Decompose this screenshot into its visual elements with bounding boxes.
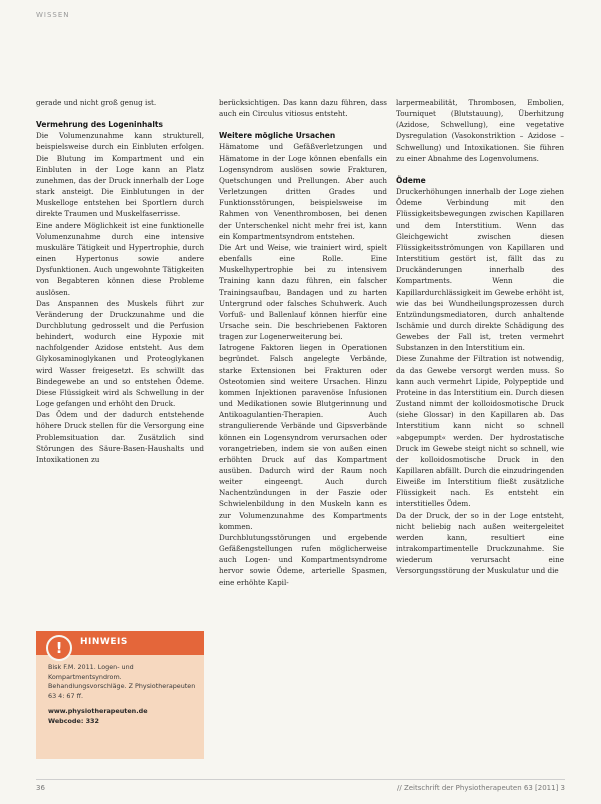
paragraph: Durchblutungsstörungen und ergebende Gefäßengstellungen rufen möglicherweise auch Logen- und Kompartmentsyndrome hervor sowie Ödeme, arterielle Spasmen, eine erhöhte Kapil-: [219, 532, 387, 587]
webcode-text: Webcode: 332: [48, 716, 99, 725]
hinweis-box: [36, 631, 204, 759]
section-heading: Weitere mögliche Ursachen: [219, 131, 336, 141]
paragraph: berücksichtigen. Das kann dazu führen, dass auch ein Circulus vitiosus entsteht.: [219, 98, 387, 119]
paragraph: Da der Druck, der so in der Loge entsteht, nicht beliebig nach außen weitergeleitet werden kann, resultiert eine intrakompartimentelle Druckzunahme. Sie wiederum verursacht eine Versorgungsstörung der Muskulatur und die: [396, 510, 564, 576]
text-column-1: [36, 97, 204, 465]
journal-footer: // Zeitschrift der Physiotherapeuten 63 [2011] 3: [397, 784, 565, 792]
paragraph: Die Volumenzunahme kann strukturell, beispielsweise durch ein Einbluten erfolgen. Die Blutung im Kompartment und ein Einbluten in der Loge kann an Platz zunehmen, das der Druck innerhalb der Loge stark ansteigt. Die Einblutungen in der Muskelloge entstehen bei Sportlern durch direkte Traumen und Muskelfaserrisse.: [36, 131, 204, 219]
hinweis-title: HINWEIS: [80, 637, 128, 647]
website-link[interactable]: www.physiotherapeuten.de: [48, 707, 148, 715]
paragraph: Die Art und Weise, wie trainiert wird, spielt ebenfalls eine Rolle. Eine Muskelhypertrophie bei zu intensivem Training kann dazu führen, ein falscher Trainingsaufbau, Bandagen und zu harten Untergrund oder falsches Schuhwerk. Auch Vorfuß- und Ballenlauf können hierfür eine Ursache sein. Die beschriebenen Faktoren tragen zur Logenerweiterung bei.: [219, 242, 387, 342]
section-heading: Vermehrung des Logeninhalts: [36, 120, 163, 130]
paragraph: Iatrogene Faktoren liegen in Operationen begründet. Falsch angelegte Verbände, starke Extensionen bei Frakturen oder Osteotomien sind weitere Ursachen. Hinzu kommen Injektionen paravenöse Infusionen und Medikationen sowie Blutgerinnung und Antikoagulantien-Therapien. Auch strangulierende Verbände und Gipsverbände können ein Logensyndrom verursachen oder vorangetrieben, indem sie von außen einen erhöhten Druck auf das Kompartment ausüben. Dadurch wird der Raum noch weiter eingeengt. Auch durch Nachentzündungen in der Faszie oder Schwielenbildung in den Muskeln kann es zur Volumenzunahme des Kompartments kommen.: [219, 343, 387, 531]
hinweis-body: [48, 663, 198, 726]
paragraph: Das Ödem und der dadurch entstehende höhere Druck stellen für die Versorgung eine Problemsituation dar. Zusätzlich sind Störungen des Säure-Basen-Haushalts und Intoxikationen zu: [36, 410, 204, 464]
reference-text: Bisk F.M. 2011. Logen- und Kompartmentsyndrom. Behandlungsvorschläge. Z Physiotherapeuten 63 4: 67 ff.: [48, 663, 196, 700]
paragraph: Das Anspannen des Muskels führt zur Veränderung der Druckzunahme und die Durchblutung gedrosselt und die Perfusion behindert, wodurch eine Hypoxie mit nachfolgender Azidose entsteht. Aus dem Glykosaminoglykanen und Proteoglykanen wird Wasser freigesetzt. Es schwillt das Bindegewebe an und so entstehen Ödeme. Diese Flüssigkeit wird als Schwellung in der Loge gefangen und erhöht den Druck.: [36, 298, 204, 409]
paragraph: larpermeabilität, Thrombosen, Embolien, Tourniquet (Blutstauung), Überhitzung (Azidose, Schwellung), eine vegetative Dysregulation (Vasokonstriktion – Azidose – Schwellung) und Intoxikationen. Sie führen zu einer Abnahme des Logenvolumens.: [396, 98, 564, 163]
paragraph: gerade und nicht groß genug ist.: [36, 98, 157, 107]
section-label: WISSEN: [36, 11, 70, 19]
paragraph: Hämatome und Gefäßverletzungen und Hämatome in der Loge können ebenfalls ein Logensyndrom auslösen sowie Frakturen, Quetschungen und Prellungen. Aber auch Verletzungen dritten Grades und Funktionsstörungen, beispielsweise im Rahmen von Venenthrombosen, bei denen der Unterschenkel nicht mehr frei ist, kann ein Kompartmentsyndrom entstehen.: [219, 142, 387, 241]
text-column-3: [396, 97, 564, 577]
paragraph: Eine andere Möglichkeit ist eine funktionelle Volumenzunahme durch eine intensive muskuläre Tätigkeit und Hypertrophie, durch einen Hypertonus sowie andere Dysfunktionen. Auch ungewohnte Tätigkeiten von Begabteren können diese Probleme auslösen.: [36, 220, 204, 297]
paragraph: Druckerhöhungen innerhalb der Loge ziehen Ödeme Verbindung mit den Flüssigkeitsbewegungen zwischen Kapillaren und dem Interstitium. Wenn das Gleichgewicht zwischen diesen Flüssigkeitsströmungen von Kapillaren und Interstitium gestört ist, fällt das zu Druckänderungen innerhalb des Kompartments. Wenn die Kapillardurchlässigkeit im Gewebe erhöht ist, wie das bei Wundheilungsprozessen durch Entzündungsmediatoren, durch anhaltende Ischämie und durch direkte Schädigung des Gewebes der Fall ist, treten vermehrt Substanzen in den Interstitium ein.: [396, 187, 564, 353]
footer-divider: [36, 779, 565, 780]
page-number: 36: [36, 784, 45, 792]
section-heading: Ödeme: [396, 175, 426, 185]
text-column-2: [219, 97, 387, 588]
paragraph: Diese Zunahme der Filtration ist notwendig, da das Gewebe versorgt werden muss. So kann auch vermehrt Lipide, Polypeptide und Proteine in das Interstitium ein. Durch diesen Zustand nimmt der kolloidosmotische Druck (siehe Glossar) in den Kapillaren ab. Das Interstitium kann nicht so schnell »abgepumpt« werden. Der hydrostatische Druck im Gewebe steigt nicht so schnell, wie der kolloidosmotische Druck in den Kapillaren abfällt. Durch die einzudringenden Eiweiße im Interstitium fließt zusätzliche Flüssigkeit nach. Es entsteht ein interstitielles Ödem.: [396, 354, 564, 509]
exclamation-icon: !: [46, 635, 72, 661]
